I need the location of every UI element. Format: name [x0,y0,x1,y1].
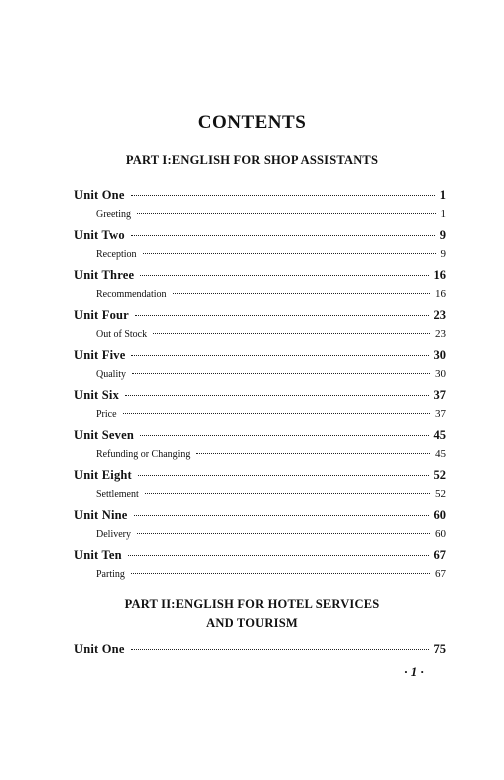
dot-leader [135,315,429,316]
toc-lesson-out-of-stock[interactable] [96,328,446,344]
toc-unit-eight[interactable] [74,468,446,484]
dot-leader [173,293,430,294]
toc-lesson-label: Price [96,409,117,420]
dot-leader [137,533,430,534]
dot-leader [131,235,435,236]
toc-page-number: 23 [433,308,446,322]
toc-unit-label: Unit Four [74,308,129,322]
dot-leader [153,333,430,334]
dot-leader [131,355,428,356]
toc-page-number: 37 [433,388,446,402]
toc-unit-label: Unit Nine [74,508,128,522]
toc-unit-seven[interactable] [74,428,446,444]
toc-page-number: 23 [435,328,446,340]
toc-page-number: 45 [435,448,446,460]
toc-page-number: 37 [435,408,446,420]
toc-lesson-label: Reception [96,249,137,260]
dot-leader [138,475,429,476]
toc-page-number: 1 [439,188,446,202]
toc-lesson-delivery[interactable] [96,528,446,544]
toc-unit-four[interactable] [74,308,446,324]
toc-page-number: 16 [433,268,446,282]
toc-unit-label: Unit One [74,642,125,656]
toc-lesson-label: Quality [96,369,126,380]
toc-page-number: 67 [435,568,446,580]
toc-page-number: 75 [433,642,446,656]
toc-unit-label: Unit One [74,188,125,202]
toc-unit-one[interactable] [74,188,446,204]
toc-unit-label: Unit Five [74,348,126,362]
toc-lesson-recommendation[interactable] [96,288,446,304]
toc-lesson-label: Refunding or Changing [96,449,191,460]
toc-lesson-label: Recommendation [96,289,167,300]
dot-leader [123,413,430,414]
part-two-heading-line2: AND TOURISM [206,616,298,630]
dot-leader [131,573,430,574]
toc-unit-three[interactable] [74,268,446,284]
toc-page-number: 30 [435,368,446,380]
toc-page-number: 60 [435,528,446,540]
dot-leader [131,195,435,196]
dot-leader [128,555,429,556]
dot-leader [132,373,430,374]
toc-lesson-label: Settlement [96,489,139,500]
part-two-heading-line1: PART II:ENGLISH FOR HOTEL SERVICES [124,597,380,611]
toc-unit-label: Unit Two [74,228,125,242]
toc-page-number: 52 [433,468,446,482]
dot-leader [134,515,429,516]
dot-leader [137,213,436,214]
toc-page-number: 9 [439,228,446,242]
part-one-heading: PART I:ENGLISH FOR SHOP ASSISTANTS [125,153,379,167]
toc-page-number: 9 [440,248,446,260]
toc-lesson-reception[interactable] [96,248,446,264]
toc-unit-label: Unit Eight [74,468,132,482]
toc-unit-two[interactable] [74,228,446,244]
toc-unit-six[interactable] [74,388,446,404]
toc-unit-label: Unit Three [74,268,135,282]
toc-page-number: 16 [435,288,446,300]
toc-unit-nine[interactable] [74,508,446,524]
toc-unit-five[interactable] [74,348,446,364]
toc-lesson-label: Parting [96,569,125,580]
toc-unit-label: Unit Seven [74,428,134,442]
toc-unit-label: Unit Six [74,388,120,402]
toc-page-number: 60 [433,508,446,522]
toc-lesson-quality[interactable] [96,368,446,384]
dot-leader [145,493,430,494]
toc-lesson-greeting[interactable] [96,208,446,224]
toc-part-two-unit-one[interactable] [74,642,446,658]
dot-leader [131,649,429,650]
dot-leader [125,395,428,396]
toc-page-number: 30 [433,348,446,362]
toc-page-number: 52 [435,488,446,500]
dot-leader [196,453,430,454]
toc-unit-label: Unit Ten [74,548,122,562]
toc-lesson-label: Out of Stock [96,329,148,340]
toc-lesson-label: Greeting [96,209,131,220]
toc-lesson-price[interactable] [96,408,446,424]
toc-lesson-refunding-or-changing[interactable] [96,448,446,464]
dot-leader [140,435,429,436]
toc-unit-ten[interactable] [74,548,446,564]
toc-lesson-settlement[interactable] [96,488,446,504]
page-title: CONTENTS [197,112,307,133]
toc-lesson-parting[interactable] [96,568,446,584]
dot-leader [140,275,428,276]
toc-lesson-label: Delivery [96,529,131,540]
dot-leader [143,253,436,254]
toc-page-number: 1 [440,208,446,220]
toc-page-number: 45 [433,428,446,442]
page-number-footer: · 1 · [404,664,424,679]
toc-page-number: 67 [433,548,446,562]
